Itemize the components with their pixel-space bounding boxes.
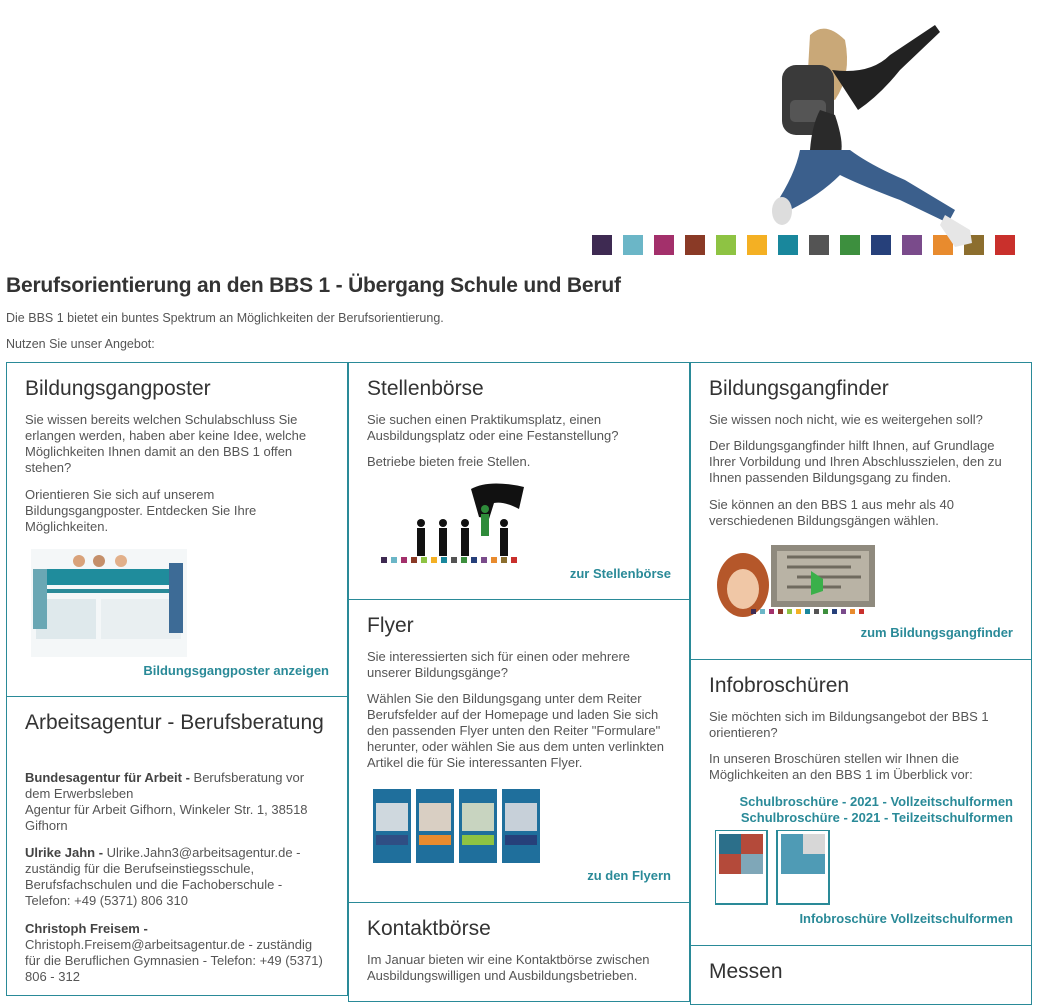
card-title: Kontaktbörse bbox=[367, 917, 491, 940]
poster-thumbnail[interactable] bbox=[31, 549, 187, 657]
card-stellenboerse bbox=[348, 362, 690, 600]
card-title: Messen bbox=[709, 960, 783, 983]
card-arbeitsagentur bbox=[6, 696, 348, 996]
card-text: Orientieren Sie sich auf unserem Bildungsgangposter. Entdecken Sie Ihre Möglichkeiten. bbox=[25, 487, 257, 534]
agentur-info bbox=[25, 770, 325, 834]
page-title: Berufsorientierung an den BBS 1 - Übergang Schule und Beruf bbox=[6, 274, 621, 297]
card-text: Der Bildungsgangfinder hilft Ihnen, auf Grundlage Ihrer Vorbildung und Ihren Abschlusszielen, den zu Ihnen passenden Bildungsgang zu finden. bbox=[709, 438, 1002, 485]
finder-link[interactable]: zum Bildungsgangfinder bbox=[860, 625, 1013, 640]
card-title: Bildungsgangfinder bbox=[709, 377, 889, 400]
contact-name: Christoph Freisem - bbox=[25, 921, 148, 936]
contact-details: Christoph.Freisem@arbeitsagentur.de - zuständig für die Beruflichen Gymnasien - Telefon: +49 (5371) 806 - 312 bbox=[25, 937, 323, 984]
card-text: Sie interessierten sich für einen oder mehrere unserer Bildungsgänge? bbox=[367, 649, 631, 680]
brochure-vollzeit-link[interactable]: Schulbroschüre - 2021 - Vollzeitschulformen bbox=[739, 794, 1013, 809]
jumping-student-image bbox=[740, 15, 980, 260]
card-text: Betriebe bieten freie Stellen. bbox=[367, 454, 531, 469]
card-text: In unseren Broschüren stellen wir Ihnen die Möglichkeiten an den BBS 1 im Überblick vor: bbox=[709, 751, 973, 782]
card-title: Infobroschüren bbox=[709, 674, 850, 697]
agentur-name: Bundesagentur für Arbeit - bbox=[25, 770, 190, 785]
intro-cta: Nutzen Sie unser Angebot: bbox=[6, 337, 155, 351]
card-text: Sie wissen noch nicht, wie es weitergehen soll? bbox=[709, 412, 983, 427]
card-title: Stellenbörse bbox=[367, 377, 484, 400]
card-flyer bbox=[348, 599, 690, 903]
infobroschuere-link[interactable]: Infobroschüre Vollzeitschulformen bbox=[799, 911, 1013, 926]
flyer-link[interactable]: zu den Flyern bbox=[587, 868, 671, 883]
card-title: Bildungsgangposter bbox=[25, 377, 211, 400]
agentur-desc: Berufsberatung vor dem Erwerbsleben bbox=[25, 770, 305, 801]
card-title: Flyer bbox=[367, 614, 414, 637]
contact-ulrike-jahn bbox=[25, 845, 325, 909]
contact-christoph-freisem bbox=[25, 921, 325, 985]
card-bildungsgangfinder bbox=[690, 362, 1032, 660]
job-market-illustration bbox=[379, 479, 525, 567]
color-swatch bbox=[995, 235, 1015, 255]
color-swatch bbox=[592, 235, 612, 255]
color-swatch bbox=[685, 235, 705, 255]
color-swatch bbox=[623, 235, 643, 255]
card-text: Sie können an den BBS 1 aus mehr als 40 verschiedenen Bildungsgängen wählen. bbox=[709, 497, 954, 528]
finder-illustration[interactable] bbox=[711, 545, 875, 617]
contact-name: Ulrike Jahn - bbox=[25, 845, 104, 860]
poster-link[interactable]: Bildungsgangposter anzeigen bbox=[143, 663, 329, 678]
card-text: Sie möchten sich im Bildungsangebot der BBS 1 orientieren? bbox=[709, 709, 989, 740]
color-swatch bbox=[716, 235, 736, 255]
card-messen bbox=[690, 945, 1032, 1005]
contact-details: Ulrike.Jahn3@arbeitsagentur.de - zuständig für die Berufseinstiegsschule, Berufsfachschulen und die Fachoberschule - Telefon: +49 (5371) 806 310 bbox=[25, 845, 301, 908]
card-text: Sie wissen bereits welchen Schulabschluss Sie erlangen werden, haben aber keine Idee, welche Möglichkeiten Ihnen damit an den BBS 1 offen stehen? bbox=[25, 412, 307, 475]
card-infobroschueren bbox=[690, 659, 1032, 946]
card-title: Arbeitsagentur - Berufsberatung bbox=[25, 711, 324, 734]
card-kontaktboerse bbox=[348, 902, 690, 1002]
card-text: Wählen Sie den Bildungsgang unter dem Reiter Berufsfelder auf der Homepage und laden Sie sich den passenden Flyer unten den Reiter "Formulare" herunter, oder wählen Sie aus dem unten verlinkten Artikel die für Sie interessanten Flyer. bbox=[367, 691, 665, 770]
card-text: Sie suchen einen Praktikumsplatz, einen Ausbildungsplatz oder eine Festanstellung? bbox=[367, 412, 619, 443]
card-bildungsgangposter bbox=[6, 362, 348, 697]
agentur-address: Agentur für Arbeit Gifhorn, Winkeler Str. 1, 38518 Gifhorn bbox=[25, 802, 308, 833]
intro-text: Die BBS 1 bietet ein buntes Spektrum an Möglichkeiten der Berufsorientierung. bbox=[6, 311, 444, 325]
brochure-thumbnails[interactable] bbox=[715, 830, 835, 906]
hero-banner bbox=[0, 0, 1050, 262]
brochure-teilzeit-link[interactable]: Schulbroschüre - 2021 - Teilzeitschulformen bbox=[740, 810, 1013, 825]
flyer-thumbnails bbox=[373, 789, 541, 870]
flyer-images[interactable] bbox=[373, 789, 541, 865]
card-text: Im Januar bieten wir eine Kontaktbörse zwischen Ausbildungswilligen und Ausbildungsbetrieben. bbox=[367, 952, 650, 983]
color-swatch bbox=[654, 235, 674, 255]
stellenboerse-link[interactable]: zur Stellenbörse bbox=[569, 566, 671, 581]
